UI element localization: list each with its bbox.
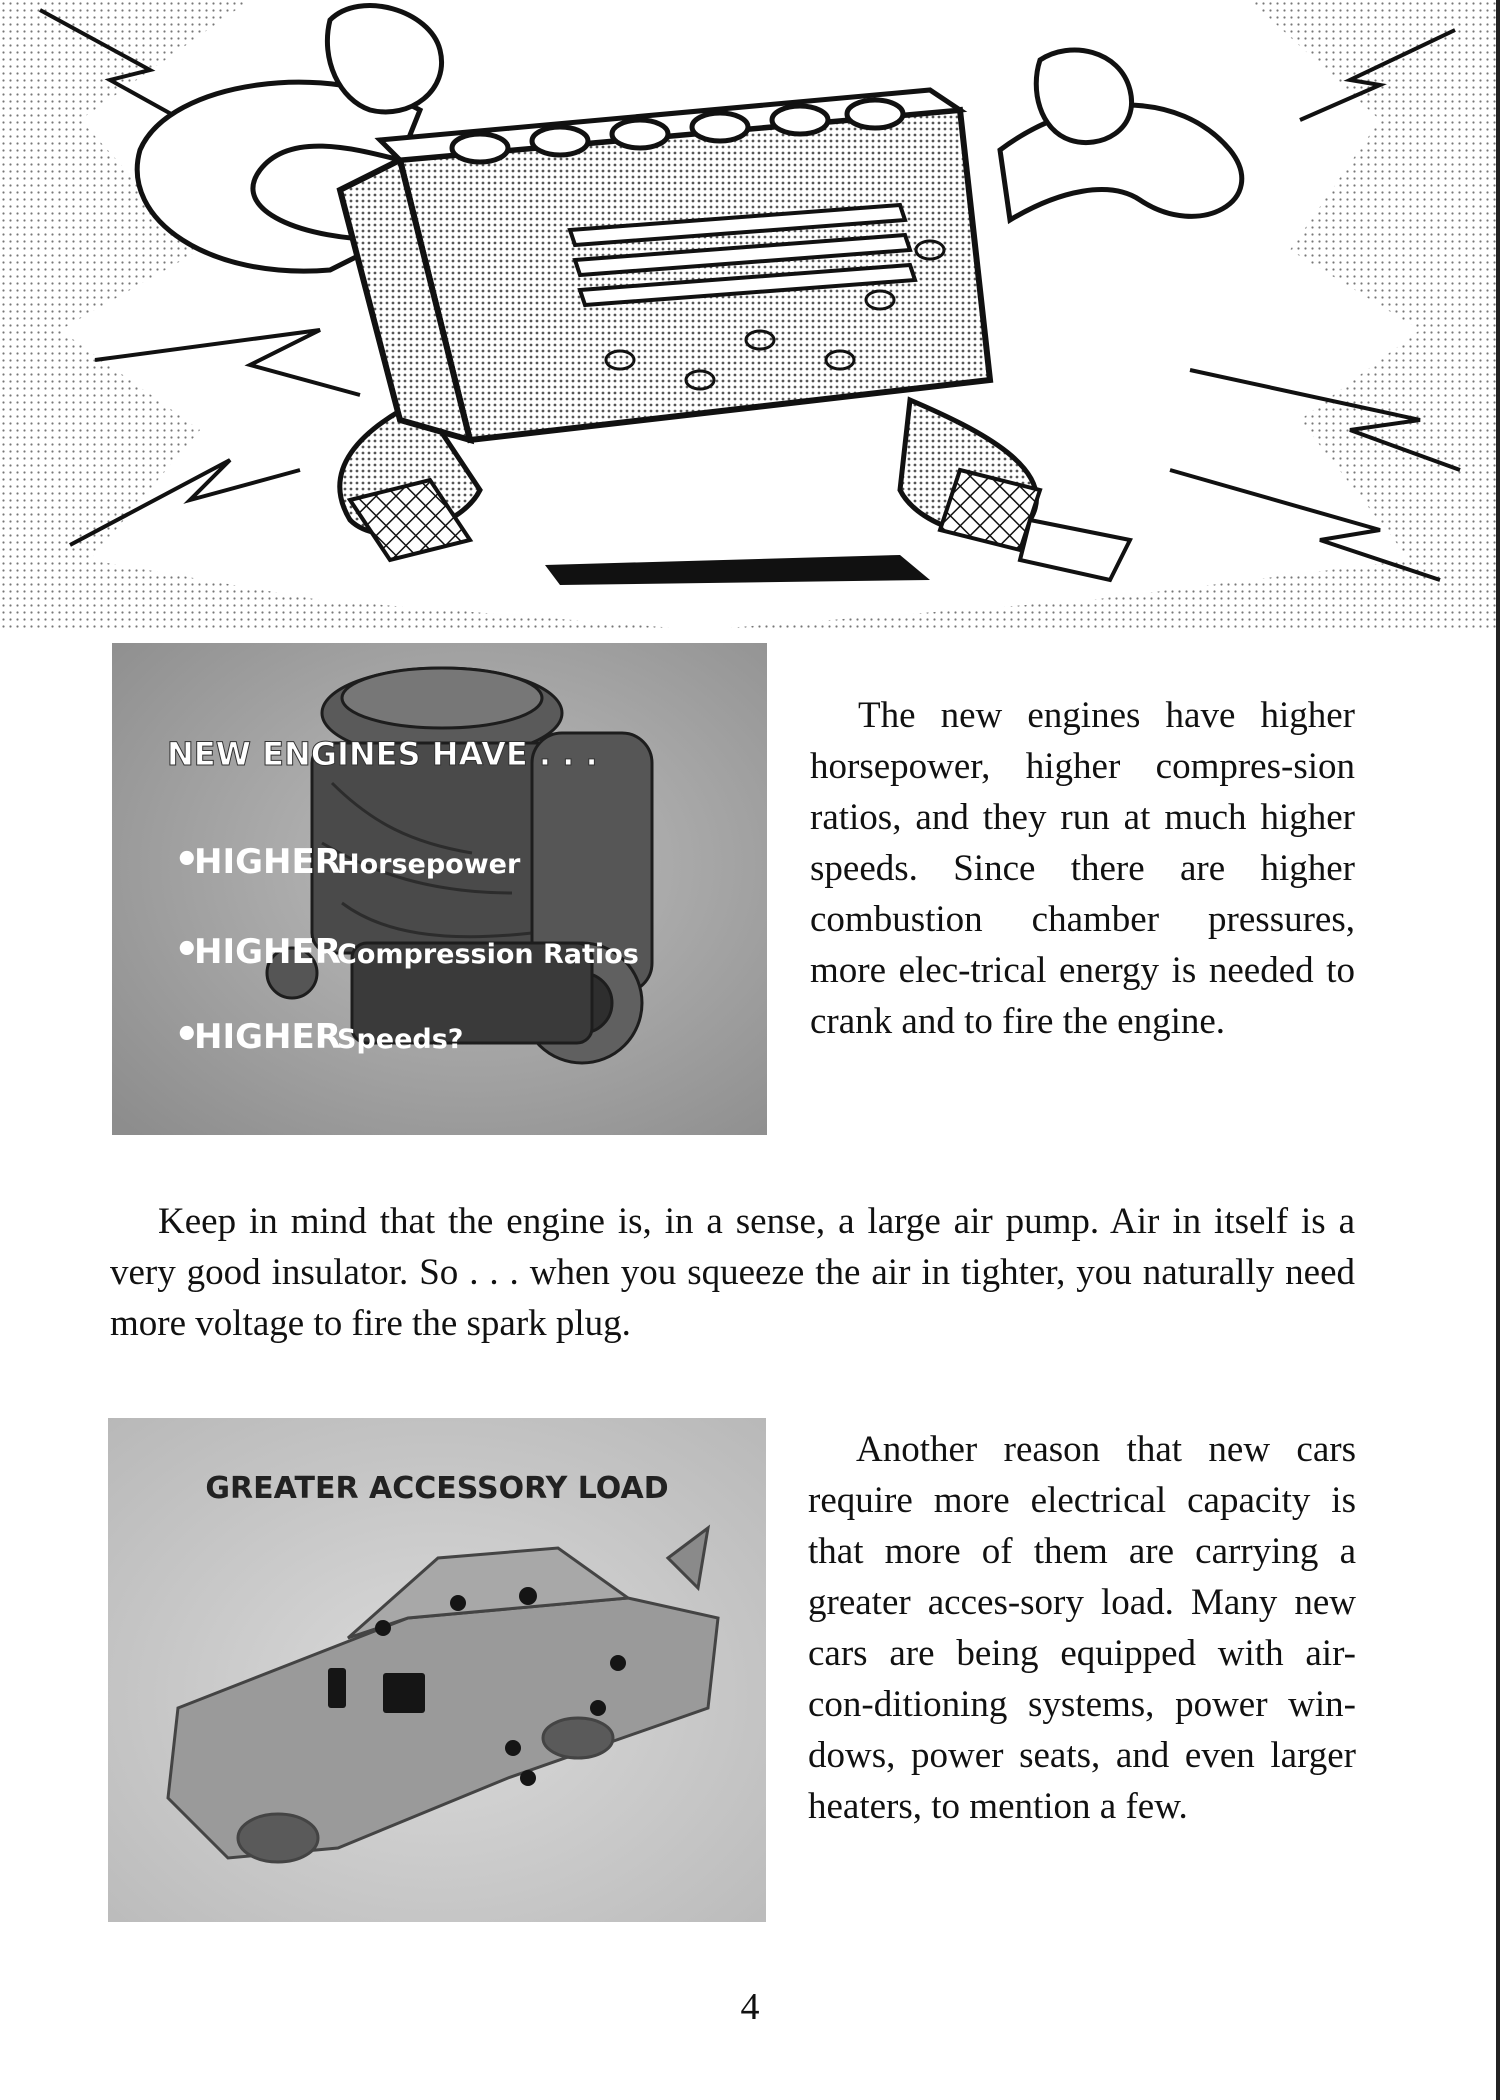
paragraph-accessory-load: Another reason that new cars require more electrical capacity is that more of them are carrying a greater acces-sory load. Many new cars are being equipped with air-con-ditioning systems, power win-dows, power seats, and even larger heaters, to mention a few. bbox=[808, 1429, 1356, 1827]
bullet-2-lead: HIGHER bbox=[194, 932, 341, 972]
engine-photo bbox=[112, 643, 767, 1135]
paragraph-engines: The new engines have higher horsepower, higher compres-sion ratios, and they run at much higher speeds. Since there are higher combustion chamber pressures, more elec-trical energy is needed to crank and to fire the engine. bbox=[810, 695, 1355, 1042]
car-photo bbox=[108, 1418, 766, 1922]
engine-photo-heading: NEW ENGINES HAVE . . . bbox=[167, 735, 598, 773]
bullet-1-rest: Horsepower bbox=[337, 849, 521, 880]
paragraph-air-pump: Keep in mind that the engine is, in a sense, a large air pump. Air in itself is a very good insulator. So . . . when you squeeze the air in tighter, you naturally need more voltage to fire the spark plug. bbox=[110, 1201, 1355, 1344]
car-image bbox=[108, 1418, 766, 1922]
svg-text:•: • bbox=[174, 837, 200, 883]
svg-text:•: • bbox=[174, 1012, 200, 1058]
engine-image bbox=[112, 643, 767, 1135]
page-number: 4 bbox=[740, 1986, 760, 2028]
battery-strongman-illustration bbox=[0, 0, 1500, 628]
battery-strongman-icon bbox=[0, 0, 1500, 628]
car-photo-caption: GREATER ACCESSORY LOAD bbox=[205, 1471, 669, 1506]
bullet-3-rest: Speeds? bbox=[337, 1024, 464, 1055]
bullet-3-lead: HIGHER bbox=[194, 1017, 341, 1057]
page-edge bbox=[1496, 0, 1500, 2100]
bullet-1-lead: HIGHER bbox=[194, 842, 341, 882]
svg-text:•: • bbox=[174, 927, 200, 973]
bullet-2-rest: Compression Ratios bbox=[337, 939, 639, 970]
